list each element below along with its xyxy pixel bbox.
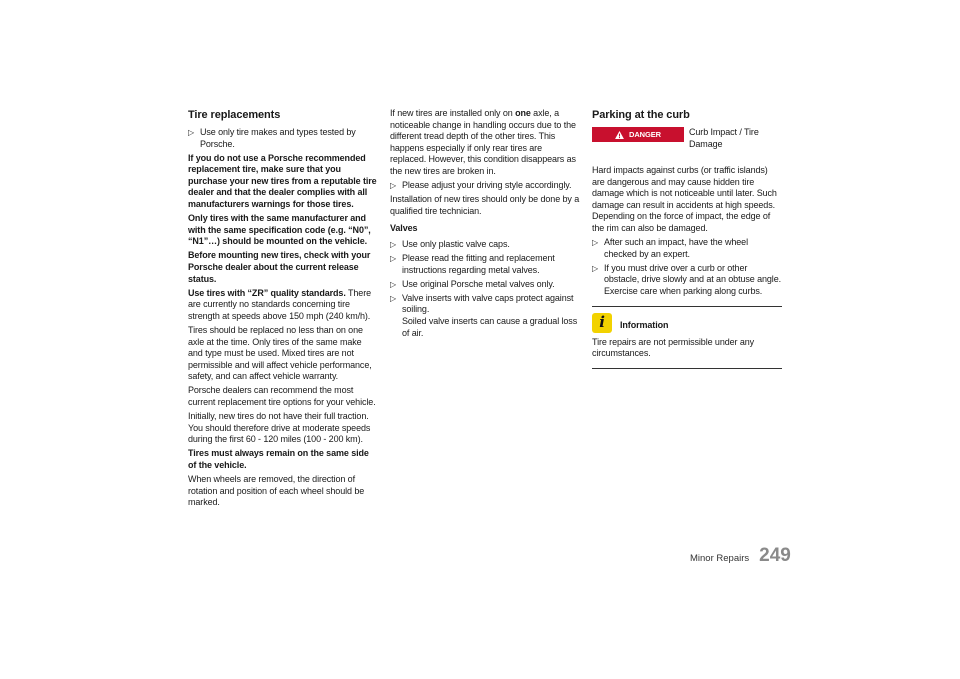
divider — [592, 306, 782, 307]
warning-recommended-tire: If you do not use a Porsche recommended replacement tire, make sure that you purchase your new tires from a reputable tire dealer and that the dealer complies with all manufacturers warnings for those tires. — [188, 152, 377, 210]
triangle-right-icon: ▷ — [188, 128, 195, 137]
triangle-right-icon: ▷ — [390, 181, 397, 191]
bullet-valve-inserts: ▷ Valve inserts with valve caps protect against soiling. Soiled valve inserts can cause a gradual loss of air. — [390, 292, 578, 338]
bullet-adjust-driving: ▷ Please adjust your driving style accordingly. — [390, 180, 572, 191]
wheels-paragraph: When wheels are removed, the direction of rotation and position of each wheel should be marked. — [188, 474, 365, 508]
information-text: Tire repairs are not permissible under any circumstances. — [592, 336, 755, 359]
warning-release-status: Before mounting new tires, check with your Porsche dealer about the current release status. — [188, 250, 371, 284]
initially-paragraph: Initially, new tires do not have their full traction. You should therefore drive at moderate speeds during the first 60 - 120 miles (100 - 200 km). — [188, 411, 371, 445]
zr-paragraph: Use tires with “ZR” quality standards. There are currently no standards concerning tire strength at speeds above 150 mph (240 km/h). — [188, 287, 371, 321]
middle-column — [390, 108, 580, 342]
tire-replacements-heading: Tire replacements — [188, 109, 281, 121]
replace-paragraph: Tires should be replaced no less than on one axle at the time. Only tires of the same make and type must be used. Mixed tires are not permissible and will affect vehicle performance, safety, and can affect vehicle warranty. — [188, 325, 372, 382]
information-label: Information — [620, 319, 669, 330]
one-axle-paragraph: If new tires are installed only on one axle, a noticeable change in handling occurs due to the different tread depth of the other tires. This happens especially if only rear tires are replaced. However, this condition disappears as the new tires are broken in. — [390, 108, 576, 176]
info-icon: i — [592, 313, 612, 333]
warning-triangle-icon — [615, 131, 624, 139]
dealers-paragraph: Porsche dealers can recommend the most current replacement tire options for your vehicle. — [188, 385, 376, 408]
bullet-original-valves: ▷ Use original Porsche metal valves only. — [390, 278, 555, 289]
left-column — [188, 108, 378, 511]
impacts-paragraph: Hard impacts against curbs (or traffic islands) are dangerous and may cause hidden tire damage which is not noticeable until later. Such damage can result in accidents at high speeds. Depending on the force of impact, the edge of the rim can also be damaged. — [592, 165, 777, 233]
triangle-right-icon: ▷ — [390, 293, 397, 303]
triangle-right-icon: ▷ — [390, 279, 397, 289]
danger-notice — [592, 127, 782, 159]
bullet-drive-slowly: ▷ If you must drive over a curb or other obstacle, drive slowly and at an obtuse angle. Exercise care when parking along curbs. — [592, 262, 782, 296]
page-footer — [690, 545, 791, 567]
triangle-right-icon: ▷ — [390, 239, 397, 249]
parking-heading: Parking at the curb — [592, 109, 690, 121]
section-name: Minor Repairs — [690, 553, 750, 564]
warning-same-side: Tires must always remain on the same side of the vehicle. — [188, 448, 369, 471]
danger-title: Curb Impact / Tire Damage — [689, 127, 759, 149]
triangle-right-icon: ▷ — [592, 263, 599, 273]
triangle-right-icon: ▷ — [592, 238, 599, 248]
warning-spec-code: Only tires with the same manufacturer and with the same specification code (e.g. “N0”, “N1”…) should be mounted on the vehicle. — [188, 213, 371, 247]
bullet-valve-caps: ▷ Use only plastic valve caps. — [390, 238, 510, 249]
page-number: 249 — [759, 545, 791, 566]
bullet-tested-tires: ▷ Use only tire makes and types tested by Porsche. — [188, 127, 356, 149]
valves-heading: Valves — [390, 223, 418, 234]
right-column — [592, 108, 782, 375]
installation-paragraph: Installation of new tires should only be done by a qualified tire technician. — [390, 194, 580, 216]
bullet-expert-check: ▷ After such an impact, have the wheel checked by an expert. — [592, 237, 748, 259]
triangle-right-icon: ▷ — [390, 254, 397, 264]
bullet-metal-valves-instructions: ▷ Please read the fitting and replacement instructions regarding metal valves. — [390, 253, 555, 275]
danger-badge: DANGER — [592, 127, 684, 142]
divider — [592, 368, 782, 369]
information-notice — [592, 313, 782, 333]
